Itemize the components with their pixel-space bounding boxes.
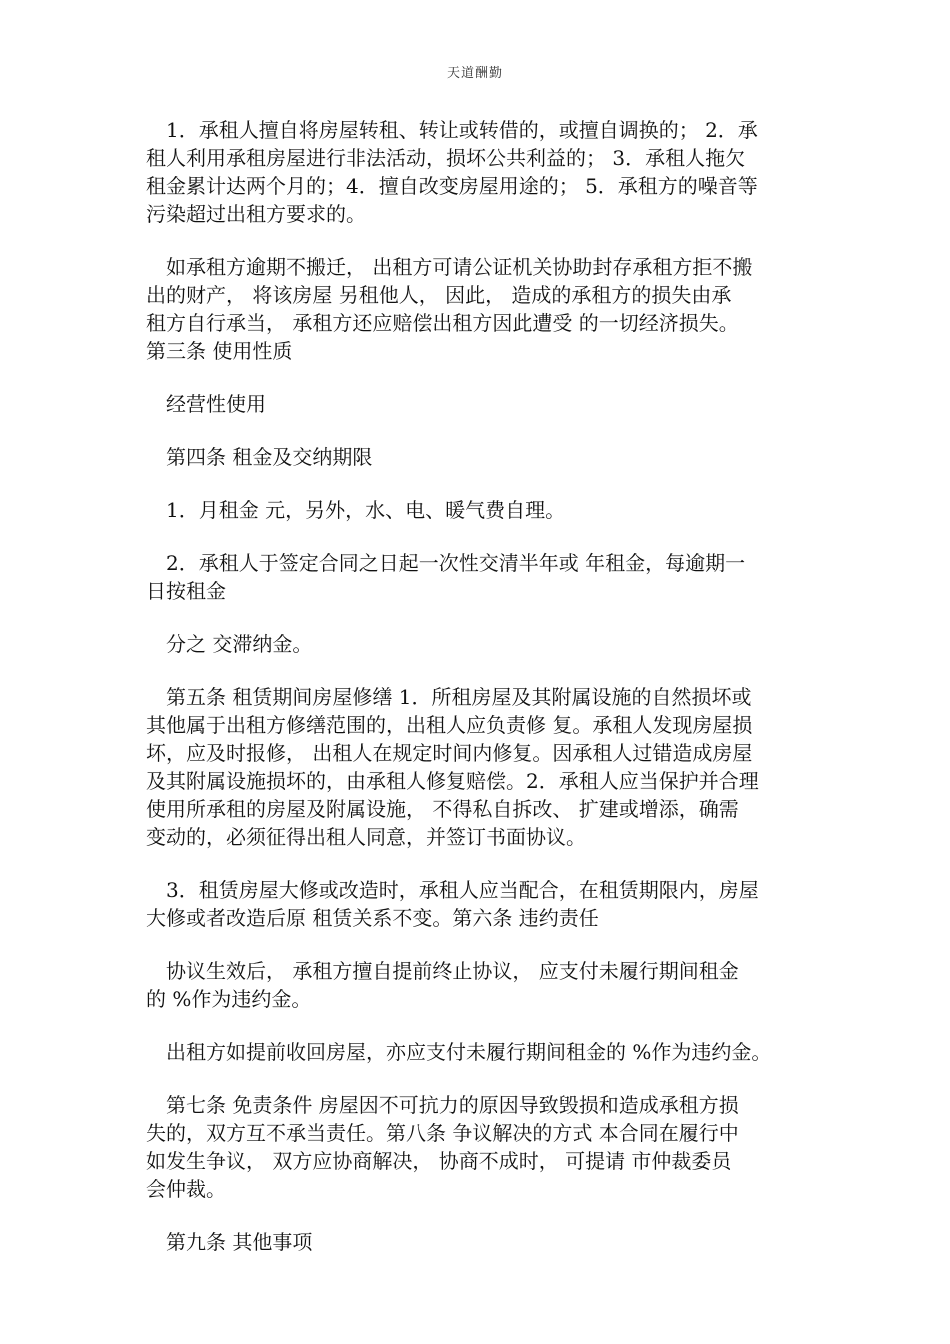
page-header: 天道酬勤 [446,66,503,81]
paragraph-late-fee: 分之 交滞纳金。 [166,632,313,656]
paragraph-renovation: 3．租赁房屋大修或改造时，承租人应当配合，在租赁期限内，房屋 大修或者改造后原 租赁关系不变。第六条 违约责任 [146,878,759,930]
section-heading-other-matters: 第九条 其他事项 [166,1230,313,1254]
paragraph-landlord-penalty: 出租方如提前收回房屋，亦应支付未履行期间租金的 %作为违约金。 [166,1040,772,1064]
paragraph-eviction-clause: 如承租方逾期不搬迁， 出租方可请公证机关协助封存承租方拒不搬 出的财产， 将该房屋 另租他人， 因此， 造成的承租方的损失由承 租方自行承当， 承租方还应赔偿出租方因此遭受 的一切经济损失。 第三条 使用性质 [146,255,753,363]
paragraph-termination-conditions: 1．承租人擅自将房屋转租、转让或转借的，或擅自调换的； 2．承 租人利用承租房屋进行非法活动，损坏公共利益的； 3．承租人拖欠 租金累计达两个月的；4．擅自改变房屋用途的； 5．承租方的噪音等 污染超过出租方要求的。 [146,118,758,226]
paragraph-repairs: 第五条 租赁期间房屋修缮 1．所租房屋及其附属设施的自然损坏或 其他属于出租方修缮范围的，出租人应负责修 复。承租人发现房屋损 坏，应及时报修， 出租人在规定时间内修复。因承租人过错造成房屋 及其附属设施损坏的，由承租人修复赔偿。2．承租人应当保护并合理 使用所承租的房屋及附属设施， 不得私自拆改、 扩建或增添，确需 变动的，必须征得出租人同意，并签订书面协议。 [146,685,759,849]
paragraph-tenant-penalty: 协议生效后， 承租方擅自提前终止协议， 应支付未履行期间租金 的 %作为违约金。 [146,959,739,1011]
paragraph-usage-nature: 经营性使用 [166,392,266,416]
paragraph-monthly-rent: 1．月租金 元，另外，水、电、暖气费自理。 [166,498,566,522]
paragraph-payment-terms: 2．承租人于签定合同之日起一次性交清半年或 年租金，每逾期一 日按租金 [146,551,746,603]
section-heading-rent: 第四条 租金及交纳期限 [166,445,373,469]
document-body [146,116,806,1281]
paragraph-force-majeure-dispute: 第七条 免责条件 房屋因不可抗力的原因导致毁损和造成承租方损 失的，双方互不承当责任。第八条 争议解决的方式 本合同在履行中 如发生争议， 双方应协商解决， 协商不成时， 可提请 市仲裁委员 会仲裁。 [146,1093,739,1201]
